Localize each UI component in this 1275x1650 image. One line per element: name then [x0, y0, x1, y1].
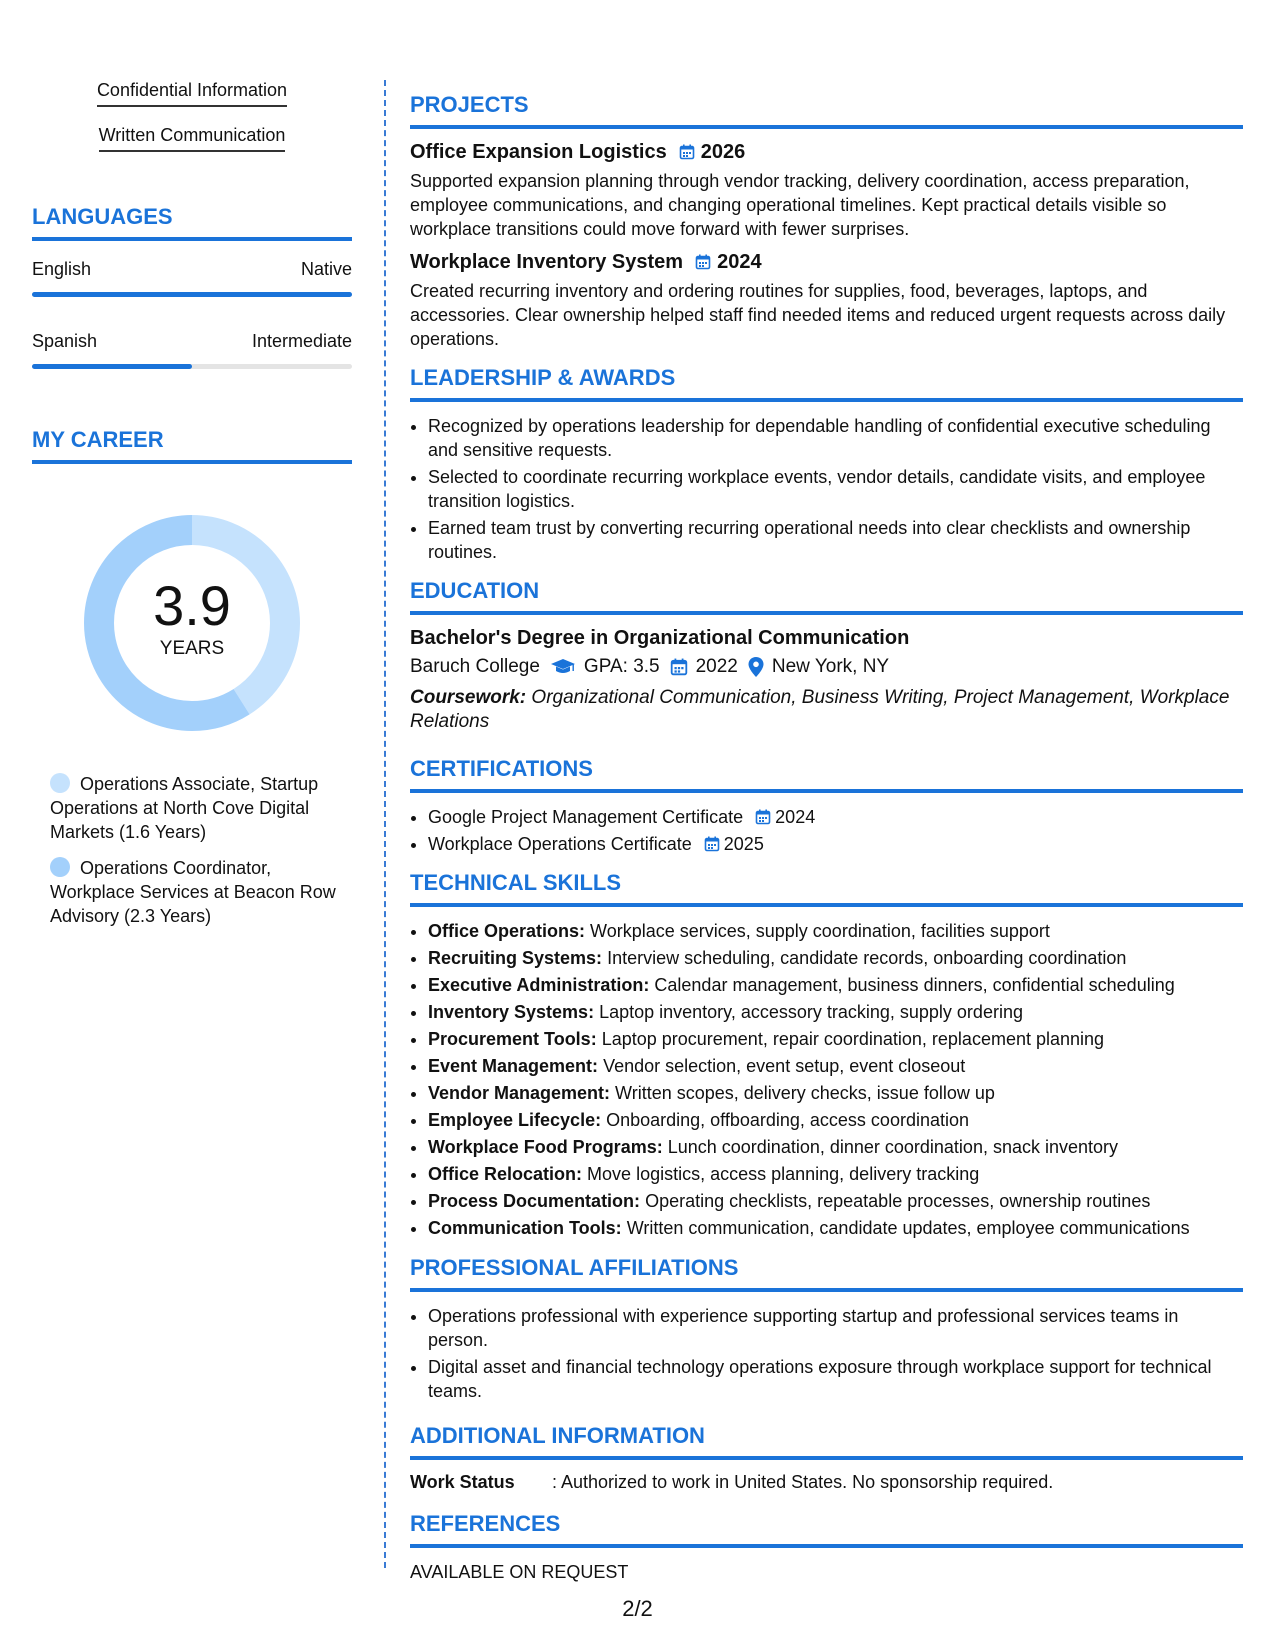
skill-tags: [32, 80, 352, 170]
language-name: Spanish: [32, 331, 98, 351]
affiliations-section: [410, 1255, 1243, 1403]
skill-value: Laptop procurement, repair coordination, replacement planning: [601, 1029, 1105, 1049]
left-column: [32, 80, 352, 940]
career-role: [50, 856, 340, 928]
coursework-label: Coursework:: [410, 687, 527, 708]
degree-title: Bachelor's Degree in Organizational Communication: [410, 627, 910, 649]
calendar-icon: [704, 836, 720, 852]
languages-heading: LANGUAGES: [32, 204, 352, 241]
language-proficiency-fill: [32, 292, 352, 297]
skill-value: Operating checklists, repeatable processes, ownership routines: [645, 1191, 1151, 1211]
skill-value: Workplace services, supply coordination, facilities support: [590, 921, 1050, 941]
skill-item: [428, 973, 1243, 998]
language-proficiency-fill: [32, 364, 192, 369]
skill-label: Process Documentation:: [428, 1191, 641, 1211]
certification-year: 2025: [723, 834, 764, 854]
list-item: • Operations professional with experience supporting startup and professional services teams in person.: [428, 1304, 1243, 1352]
skill-item: [428, 1162, 1243, 1187]
graduation-cap-icon: [550, 658, 576, 676]
skill-label: Vendor Management:: [428, 1083, 611, 1103]
projects-section: [410, 92, 1243, 351]
education-section: [410, 578, 1243, 734]
language-item: [32, 259, 352, 297]
career-role: [50, 772, 340, 844]
skill-value: Move logistics, access planning, delivery tracking: [587, 1164, 980, 1184]
project-year: 2024: [717, 251, 762, 273]
skill-item: [428, 919, 1243, 944]
graduation-year: 2022: [695, 656, 738, 677]
skill-label: Office Operations:: [428, 921, 586, 941]
certification-name: Google Project Management Certificate: [428, 807, 744, 827]
certification-name: Workplace Operations Certificate: [428, 834, 692, 854]
column-divider: [384, 80, 386, 1568]
skill-label: Employee Lifecycle:: [428, 1110, 602, 1130]
references-text: AVAILABLE ON REQUEST: [410, 1562, 629, 1582]
skill-value: Onboarding, offboarding, access coordination: [606, 1110, 970, 1130]
skill-item: [428, 1000, 1243, 1025]
certifications-section: [410, 756, 1243, 856]
career-role-text: Operations Associate, Startup Operations at North Cove Digital Markets (1.6 Years): [50, 774, 319, 842]
skill-label: Event Management:: [428, 1056, 599, 1076]
skill-value: Written scopes, delivery checks, issue follow up: [615, 1083, 995, 1103]
affiliations-heading: PROFESSIONAL AFFILIATIONS: [410, 1255, 1243, 1292]
skill-value: Laptop inventory, accessory tracking, supply ordering: [599, 1002, 1023, 1022]
calendar-icon: [679, 144, 695, 160]
coursework-list: Organizational Communication, Business Writing, Project Management, Workplace Relations: [410, 687, 1230, 732]
language-proficiency-bar: [32, 292, 352, 297]
skill-item: [428, 1216, 1243, 1241]
skill-label: Inventory Systems:: [428, 1002, 595, 1022]
legend-dot-icon: [50, 857, 70, 877]
work-status-label: Work Status: [410, 1472, 515, 1492]
legend-dot-icon: [50, 773, 70, 793]
additional-section: [410, 1423, 1243, 1493]
calendar-icon: [695, 254, 711, 270]
certification-item: [428, 832, 1243, 856]
language-proficiency-bar: [32, 364, 352, 369]
skill-value: Vendor selection, event setup, event closeout: [603, 1056, 966, 1076]
skill-item: [428, 1054, 1243, 1079]
projects-heading: PROJECTS: [410, 92, 1243, 129]
project-item: [410, 251, 1243, 351]
list-item: • Digital asset and financial technology operations exposure through workplace support for technical teams.: [428, 1355, 1243, 1403]
language-level: Intermediate: [251, 331, 352, 351]
page-number: 2/2: [622, 1596, 653, 1621]
work-status-value: : Authorized to work in United States. No sponsorship required.: [552, 1472, 1054, 1492]
project-name: Workplace Inventory System: [410, 251, 684, 273]
tag-item: Confidential Information: [97, 80, 287, 107]
references-section: [410, 1511, 1243, 1584]
certifications-heading: CERTIFICATIONS: [410, 756, 1243, 793]
language-item: [32, 331, 352, 369]
skill-label: Communication Tools:: [428, 1218, 622, 1238]
career-legend: [50, 772, 340, 928]
skill-label: Recruiting Systems:: [428, 948, 603, 968]
skill-value: Interview scheduling, candidate records, onboarding coordination: [607, 948, 1127, 968]
leadership-heading: LEADERSHIP & AWARDS: [410, 365, 1243, 402]
list-item: • Earned team trust by converting recurring operational needs into clear checklists and ownership routines.: [428, 516, 1243, 564]
language-level: Native: [300, 259, 352, 279]
career-total-unit: YEARS: [159, 638, 225, 659]
language-name: English: [32, 259, 92, 279]
career-donut-chart: [77, 508, 307, 738]
skill-item: [428, 946, 1243, 971]
project-description: Created recurring inventory and ordering routines for supplies, food, beverages, laptops, and accessories. Clear ownership helped staff find needed items and reduced urgent requests across daily operations.: [410, 281, 1226, 349]
additional-heading: ADDITIONAL INFORMATION: [410, 1423, 1243, 1460]
skill-item: [428, 1189, 1243, 1214]
skill-item: [428, 1027, 1243, 1052]
skill-value: Lunch coordination, dinner coordination, snack inventory: [667, 1137, 1119, 1157]
languages-list: [32, 259, 352, 369]
references-heading: REFERENCES: [410, 1511, 1243, 1548]
certification-year: 2024: [775, 807, 816, 827]
right-column: [410, 92, 1243, 1598]
school-location: New York, NY: [771, 656, 890, 677]
list-item: • Recognized by operations leadership for dependable handling of confidential executive scheduling and sensitive requests.: [428, 414, 1243, 462]
education-details: [410, 656, 1243, 678]
skill-item: [428, 1108, 1243, 1133]
location-pin-icon: [748, 657, 764, 677]
skill-item: [428, 1135, 1243, 1160]
leadership-section: [410, 365, 1243, 564]
skill-label: Office Relocation:: [428, 1164, 583, 1184]
list-item: • Selected to coordinate recurring workplace events, vendor details, candidate visits, and employee transition logistics.: [428, 465, 1243, 513]
calendar-icon: [670, 658, 688, 676]
skill-label: Executive Administration:: [428, 975, 650, 995]
project-name: Office Expansion Logistics: [410, 141, 667, 163]
skill-label: Procurement Tools:: [428, 1029, 597, 1049]
work-status-row: [410, 1472, 1243, 1493]
skill-item: [428, 1081, 1243, 1106]
school-name: Baruch College: [410, 656, 540, 677]
project-year: 2026: [700, 141, 746, 163]
skill-value: Calendar management, business dinners, confidential scheduling: [654, 975, 1175, 995]
education-heading: EDUCATION: [410, 578, 1243, 615]
coursework: [410, 686, 1243, 734]
career-heading: MY CAREER: [32, 427, 352, 464]
career-role-text: Operations Coordinator, Workplace Services at Beacon Row Advisory (2.3 Years): [50, 858, 336, 926]
skills-section: [410, 870, 1243, 1241]
project-description: Supported expansion planning through vendor tracking, delivery coordination, access preparation, employee communications, and changing operational timelines. Kept practical details visible so workplace transitions could move forward with fewer surprises.: [410, 171, 1190, 239]
gpa-value: GPA: 3.5: [583, 656, 660, 677]
skills-heading: TECHNICAL SKILLS: [410, 870, 1243, 907]
skill-value: Written communication, candidate updates, employee communications: [626, 1218, 1190, 1238]
calendar-icon: [755, 809, 771, 825]
certification-item: [428, 805, 1243, 829]
career-total-value: 3.9: [153, 574, 231, 637]
tag-item: Written Communication: [99, 125, 286, 152]
project-item: [410, 141, 1243, 241]
skill-label: Workplace Food Programs:: [428, 1137, 663, 1157]
